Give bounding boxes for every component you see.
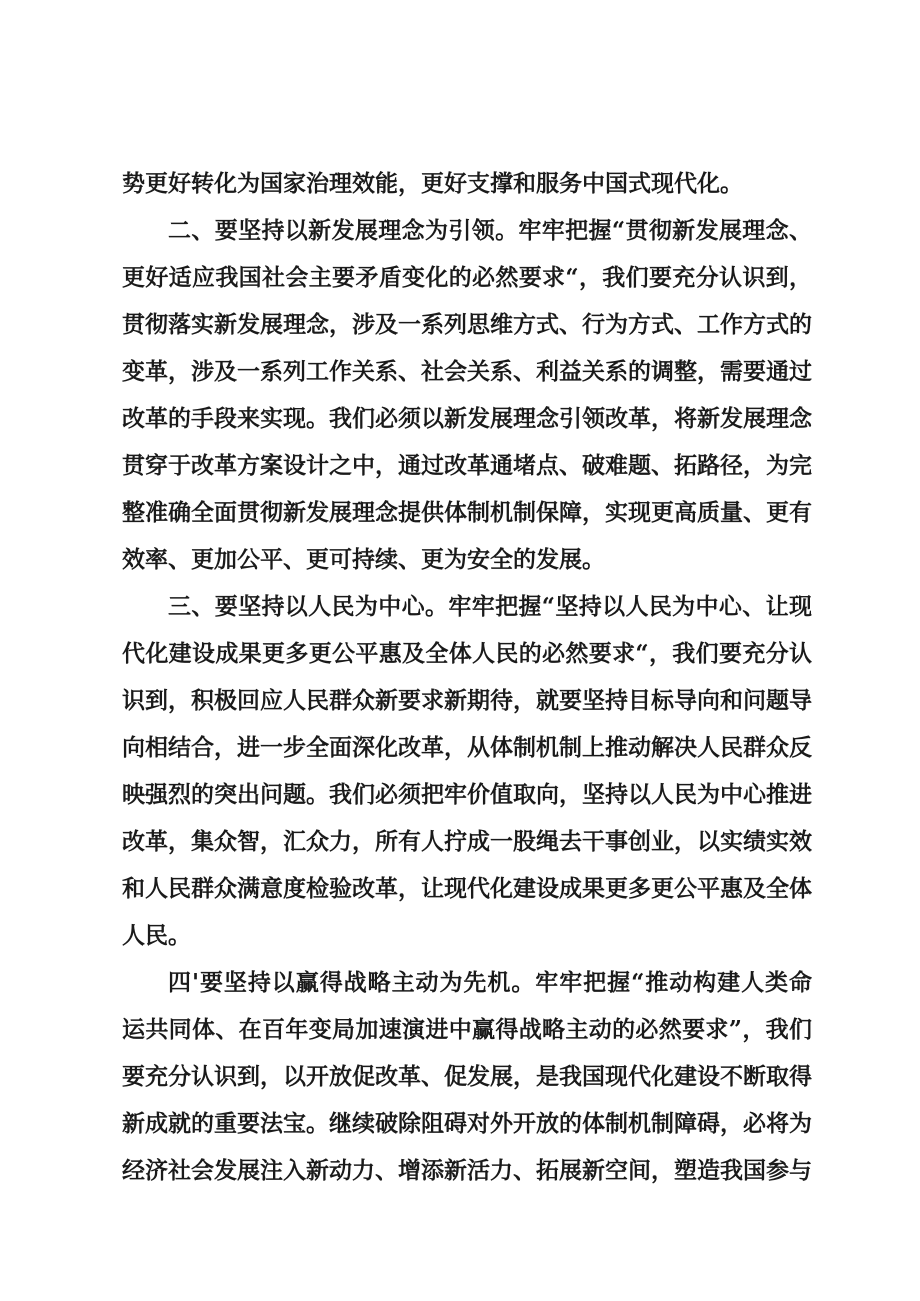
text-line: 势更好转化为国家治理效能，更好支撑和服务中国式现代化。 [122, 170, 743, 197]
paragraph-3-line: 识到，积极回应人民群众新要求新期待，就要坚持目标导向和问题导 [122, 687, 812, 714]
paragraph-4-line: 要充分认识到，以开放促改革、促发展，是我国现代化建设不断取得 [122, 1063, 812, 1090]
paragraph-4-line: 经济社会发展注入新动力、增添新活力、拓展新空间，塑造我国参与 [122, 1157, 812, 1184]
paragraph-3-line: 人民。 [122, 922, 191, 949]
paragraph-2-line: 变革，涉及一系列工作关系、社会关系、利益关系的调整，需要通过 [122, 358, 812, 385]
paragraph-2-line: 整准确全面贯彻新发展理念提供体制机制保障，实现更高质量、更有 [122, 499, 812, 526]
paragraph-3-line: 代化建设成果更多更公平惠及全体人民的必然要求“，我们要充分认 [122, 640, 812, 667]
paragraph-2-line: 更好适应我国社会主要矛盾变化的必然要求“，我们要充分认识到， [122, 264, 812, 291]
paragraph-2-line: 贯彻落实新发展理念，涉及一系列思维方式、行为方式、工作方式的 [122, 311, 812, 338]
paragraph-4-line: 运共同体、在百年变局加速演进中赢得战略主动的必然要求”，我们 [122, 1016, 812, 1043]
paragraph-2-line: 二、要坚持以新发展理念为引领。牢牢把握“贯彻新发展理念、 [168, 217, 812, 244]
paragraph-2-line: 效率、更加公平、更可持续、更为安全的发展。 [122, 546, 605, 573]
paragraph-3-line: 三、要坚持以人民为中心。牢牢把握“坚持以人民为中心、让现 [168, 593, 812, 620]
paragraph-3-line: 映强烈的突出问题。我们必须把牢价值取向，坚持以人民为中心推进 [122, 781, 812, 808]
paragraph-4-line: 新成就的重要法宝。继续破除阻碍对外开放的体制机制障碍，必将为 [122, 1110, 812, 1137]
paragraph-3-line: 向相结合，进一步全面深化改革，从体制机制上推动解决人民群众反 [122, 734, 812, 761]
paragraph-2-line: 改革的手段来实现。我们必须以新发展理念引领改革，将新发展理念 [122, 405, 812, 432]
paragraph-3-line: 改革，集众智，汇众力，所有人拧成一股绳去干事创业，以实绩实效 [122, 828, 812, 855]
paragraph-3-line: 和人民群众满意度检验改革，让现代化建设成果更多更公平惠及全体 [122, 875, 812, 902]
paragraph-2-line: 贯穿于改革方案设计之中，通过改革通堵点、破难题、拓路径，为完 [122, 452, 812, 479]
paragraph-4-line: 四'要坚持以赢得战略主动为先机。牢牢把握“推动构建人类命 [168, 969, 812, 996]
